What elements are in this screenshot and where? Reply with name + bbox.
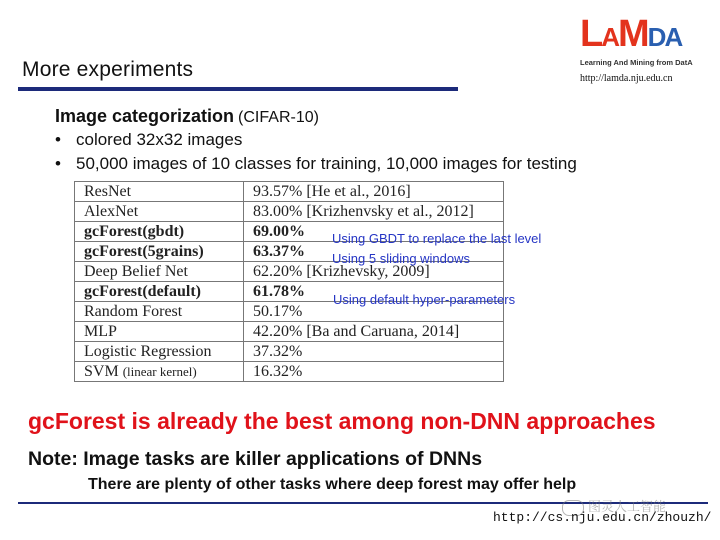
accuracy-cell <box>244 322 504 342</box>
bullet-item <box>52 152 577 176</box>
accuracy-value: 16.32% <box>253 363 303 380</box>
footer-url: http://cs.nju.edu.cn/zhouzh/ <box>493 510 712 525</box>
citation: [Ba and Caruana, 2014] <box>306 323 460 340</box>
table-row <box>75 322 504 342</box>
method-cell: gcForest(gbdt) <box>75 222 244 242</box>
logo-wordmark: LAMDA <box>580 13 682 55</box>
logo-tagline: Learning And Mining from DatA <box>580 58 693 67</box>
method-cell: gcForest(5grains) <box>75 242 244 262</box>
method-cell <box>75 362 244 382</box>
bullet-list <box>52 128 577 176</box>
accuracy-value: 93.57% <box>253 183 303 200</box>
section-heading <box>55 106 319 127</box>
table-row <box>75 182 504 202</box>
method-cell: Deep Belief Net <box>75 262 244 282</box>
method-cell: Logistic Regression <box>75 342 244 362</box>
table-row <box>75 342 504 362</box>
note-sub: There are plenty of other tasks where deep forest may offer help <box>88 476 577 493</box>
citation: [He et al., 2016] <box>306 183 411 200</box>
slide-title: More experiments <box>22 58 194 81</box>
note-gbdt: Using GBDT to replace the last level <box>332 231 542 246</box>
table-row <box>75 202 504 222</box>
citation: [Krizhevsky, 2009] <box>306 263 430 280</box>
method-cell: gcForest(default) <box>75 282 244 302</box>
accuracy-value: 69.00% <box>253 223 305 240</box>
bullet-dot-icon: • <box>55 130 61 149</box>
citation: [Krizhenvsky et al., 2012] <box>306 203 474 220</box>
accuracy-value: 42.20% <box>253 323 303 340</box>
accuracy-cell <box>244 182 504 202</box>
bullet-dot-icon: • <box>55 154 61 173</box>
bullet-text: 50,000 images of 10 classes for training, 10,000 images for testing <box>76 154 577 173</box>
headline: gcForest is already the best among non-DNN approaches <box>28 408 656 434</box>
method-name: SVM <box>84 363 119 380</box>
watermark-text: 图灵人工智能 <box>588 499 667 514</box>
table-row <box>75 362 504 382</box>
method-cell: ResNet <box>75 182 244 202</box>
note-grains: Using 5 sliding windows <box>332 251 471 266</box>
lamda-logo <box>580 14 710 84</box>
note-main: Note: Image tasks are killer applications of DNNs <box>28 448 483 470</box>
method-cell: Random Forest <box>75 302 244 322</box>
accuracy-value: 63.37% <box>253 243 305 260</box>
accuracy-value: 83.00% <box>253 203 303 220</box>
title-underline <box>18 87 458 91</box>
method-suffix: (linear kernel) <box>122 364 197 379</box>
method-cell: MLP <box>75 322 244 342</box>
accuracy-cell <box>244 202 504 222</box>
results-table <box>74 181 504 382</box>
heading-text: Image categorization <box>55 106 235 126</box>
note-default: Using default hyper-parameters <box>333 292 516 307</box>
accuracy-cell <box>244 342 504 362</box>
accuracy-value: 62.20% <box>253 263 303 280</box>
accuracy-value: 61.78% <box>253 283 305 300</box>
method-cell: AlexNet <box>75 202 244 222</box>
accuracy-cell <box>244 362 504 382</box>
accuracy-value: 50.17% <box>253 303 303 320</box>
logo-url: http://lamda.nju.edu.cn <box>580 73 673 84</box>
bullet-text: colored 32x32 images <box>76 130 243 149</box>
dataset-label: (CIFAR-10) <box>238 109 319 126</box>
accuracy-value: 37.32% <box>253 343 303 360</box>
bullet-item <box>52 128 577 152</box>
